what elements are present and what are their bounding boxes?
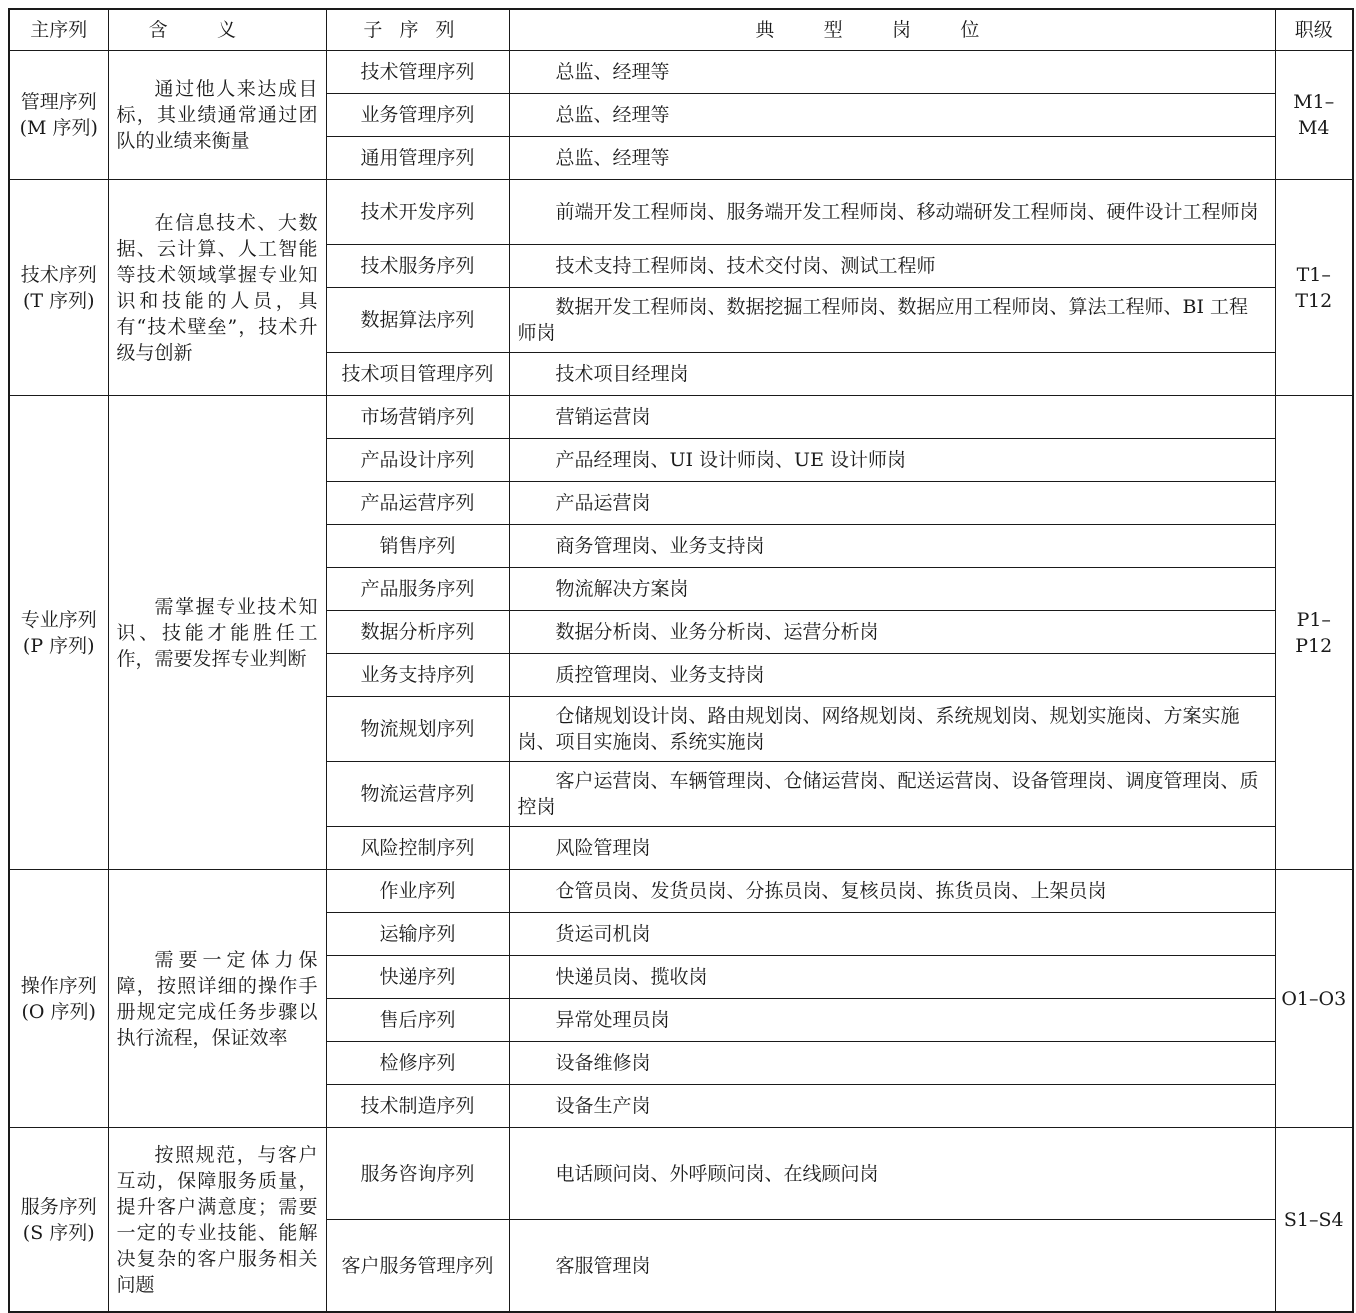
- sub-series-cell: 数据算法序列: [326, 288, 509, 353]
- main-series-cell: [9, 180, 108, 396]
- level-cell: M1–M4: [1275, 51, 1353, 180]
- main-series-name: 操作序列: [20, 974, 97, 997]
- positions-cell: 总监、经理等: [509, 137, 1275, 180]
- sub-series-cell: 风险控制序列: [326, 827, 509, 870]
- positions-cell: 风险管理岗: [509, 827, 1275, 870]
- level-cell: P1–P12: [1275, 396, 1353, 870]
- position-series-table: [8, 8, 1354, 1313]
- main-series-cell: [9, 1128, 108, 1313]
- table-row: [9, 180, 1353, 245]
- sub-series-cell: 检修序列: [326, 1042, 509, 1085]
- sub-series-cell: 业务管理序列: [326, 94, 509, 137]
- positions-cell: 总监、经理等: [509, 94, 1275, 137]
- positions-cell: 设备生产岗: [509, 1085, 1275, 1128]
- positions-cell: 货运司机岗: [509, 913, 1275, 956]
- sub-series-cell: 业务支持序列: [326, 654, 509, 697]
- sub-series-cell: 技术服务序列: [326, 245, 509, 288]
- sub-series-cell: 销售序列: [326, 525, 509, 568]
- header-level: 职级: [1275, 9, 1353, 51]
- positions-cell: 设备维修岗: [509, 1042, 1275, 1085]
- positions-cell: 数据分析岗、业务分析岗、运营分析岗: [509, 611, 1275, 654]
- positions-cell: 快递员岗、揽收岗: [509, 956, 1275, 999]
- sub-series-cell: 物流运营序列: [326, 762, 509, 827]
- sub-series-cell: 产品服务序列: [326, 568, 509, 611]
- header-sub-series: 子序列: [326, 9, 509, 51]
- main-series-cell: [9, 870, 108, 1128]
- main-series-code: (S 序列): [22, 1221, 95, 1244]
- positions-cell: 数据开发工程师岗、数据挖掘工程师岗、数据应用工程师岗、算法工程师、BI 工程师岗: [509, 288, 1275, 353]
- positions-cell: 技术项目经理岗: [509, 353, 1275, 396]
- main-series-name: 专业序列: [20, 608, 97, 631]
- sub-series-cell: 快递序列: [326, 956, 509, 999]
- table-row: [9, 396, 1353, 439]
- positions-cell: 客户运营岗、车辆管理岗、仓储运营岗、配送运营岗、设备管理岗、调度管理岗、质控岗: [509, 762, 1275, 827]
- positions-cell: 前端开发工程师岗、服务端开发工程师岗、移动端研发工程师岗、硬件设计工程师岗: [509, 180, 1275, 245]
- header-meaning: 含义: [108, 9, 326, 51]
- header-main-series: 主序列: [9, 9, 108, 51]
- positions-cell: 异常处理员岗: [509, 999, 1275, 1042]
- positions-cell: 技术支持工程师岗、技术交付岗、测试工程师: [509, 245, 1275, 288]
- sub-series-cell: 技术开发序列: [326, 180, 509, 245]
- sub-series-cell: 技术管理序列: [326, 51, 509, 94]
- level-cell: S1–S4: [1275, 1128, 1353, 1313]
- table-row: [9, 51, 1353, 94]
- main-series-name: 技术序列: [20, 263, 97, 286]
- main-series-name: 服务序列: [20, 1195, 97, 1218]
- table-row: [9, 1128, 1353, 1220]
- sub-series-cell: 服务咨询序列: [326, 1128, 509, 1220]
- main-series-code: (T 序列): [22, 289, 95, 312]
- meaning-cell: 需掌握专业技术知识、技能才能胜任工作，需要发挥专业判断: [108, 396, 326, 870]
- positions-cell: 仓储规划设计岗、路由规划岗、网络规划岗、系统规划岗、规划实施岗、方案实施岗、项目实施岗、系统实施岗: [509, 697, 1275, 762]
- meaning-cell: 在信息技术、大数据、云计算、人工智能等技术领域掌握专业知识和技能的人员，具有“技术壁垒”，技术升级与创新: [108, 180, 326, 396]
- sub-series-cell: 技术项目管理序列: [326, 353, 509, 396]
- table-row: [9, 870, 1353, 913]
- positions-cell: 产品运营岗: [509, 482, 1275, 525]
- sub-series-cell: 售后序列: [326, 999, 509, 1042]
- meaning-cell: 按照规范，与客户互动，保障服务质量，提升客户满意度；需要一定的专业技能、能解决复杂的客户服务相关问题: [108, 1128, 326, 1313]
- main-series-cell: [9, 396, 108, 870]
- header-row: [9, 9, 1353, 51]
- sub-series-cell: 物流规划序列: [326, 697, 509, 762]
- positions-cell: 营销运营岗: [509, 396, 1275, 439]
- positions-cell: 产品经理岗、UI 设计师岗、UE 设计师岗: [509, 439, 1275, 482]
- meaning-cell: 通过他人来达成目标，其业绩通常通过团队的业绩来衡量: [108, 51, 326, 180]
- positions-cell: 电话顾问岗、外呼顾问岗、在线顾问岗: [509, 1128, 1275, 1220]
- positions-cell: 商务管理岗、业务支持岗: [509, 525, 1275, 568]
- header-typical-positions: 典型岗位: [509, 9, 1275, 51]
- main-series-cell: [9, 51, 108, 180]
- sub-series-cell: 技术制造序列: [326, 1085, 509, 1128]
- main-series-code: (M 序列): [19, 117, 98, 139]
- positions-cell: 总监、经理等: [509, 51, 1275, 94]
- main-series-name: 管理序列: [20, 91, 97, 113]
- document-page: [8, 8, 1354, 1313]
- sub-series-cell: 产品运营序列: [326, 482, 509, 525]
- sub-series-cell: 市场营销序列: [326, 396, 509, 439]
- main-series-code: (P 序列): [22, 634, 95, 657]
- sub-series-cell: 通用管理序列: [326, 137, 509, 180]
- sub-series-cell: 产品设计序列: [326, 439, 509, 482]
- main-series-code: (O 序列): [21, 1000, 96, 1023]
- positions-cell: 客服管理岗: [509, 1220, 1275, 1313]
- positions-cell: 仓管员岗、发货员岗、分拣员岗、复核员岗、拣货员岗、上架员岗: [509, 870, 1275, 913]
- level-cell: O1–O3: [1275, 870, 1353, 1128]
- positions-cell: 物流解决方案岗: [509, 568, 1275, 611]
- sub-series-cell: 作业序列: [326, 870, 509, 913]
- level-cell: T1–T12: [1275, 180, 1353, 396]
- sub-series-cell: 运输序列: [326, 913, 509, 956]
- positions-cell: 质控管理岗、业务支持岗: [509, 654, 1275, 697]
- meaning-cell: 需要一定体力保障，按照详细的操作手册规定完成任务步骤以执行流程，保证效率: [108, 870, 326, 1128]
- sub-series-cell: 数据分析序列: [326, 611, 509, 654]
- sub-series-cell: 客户服务管理序列: [326, 1220, 509, 1313]
